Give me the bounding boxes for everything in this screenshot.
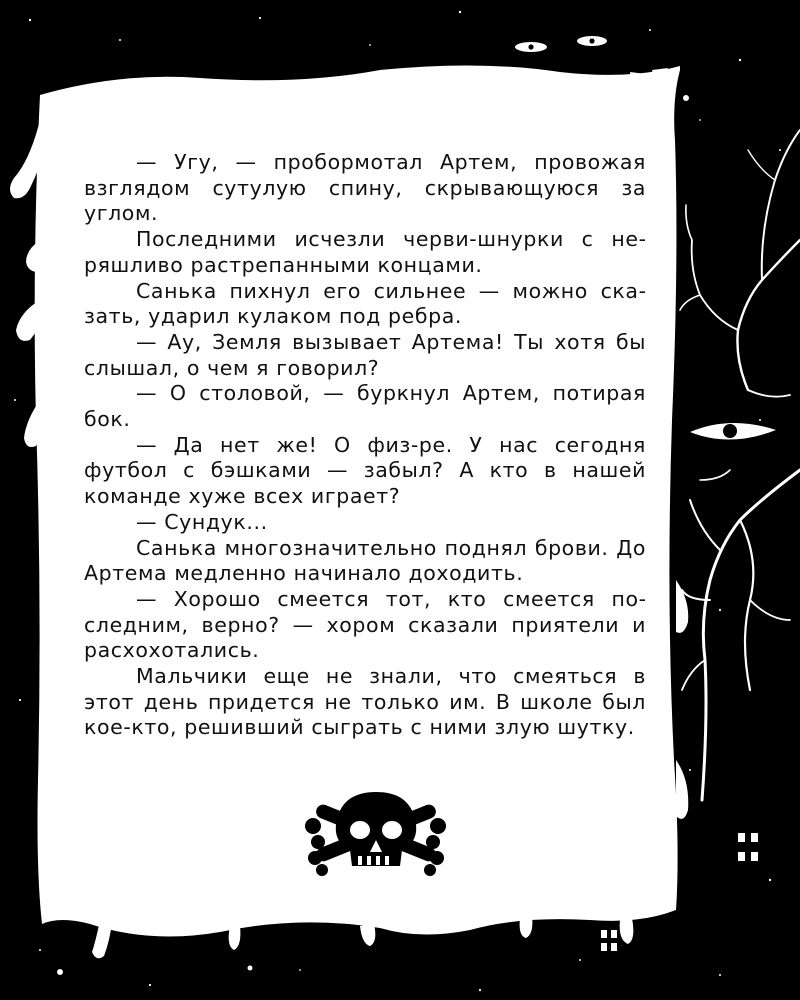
paragraph: — О столовой, — буркнул Артем, потирая бок. — [84, 381, 646, 432]
paragraph: — Угу, — пробормотал Артем, провожая взглядом сутулую спину, скрывающуюся за углом. — [84, 150, 646, 226]
paragraph: Мальчики еще не знали, что смеяться в этот день придется не только им. В школе был кое-кто, решивший сыграть с ними злую шутку. — [84, 664, 646, 740]
story-text — [84, 150, 646, 741]
tree-icon — [680, 130, 800, 800]
eye-icon — [690, 423, 776, 440]
paragraph: Санька пихнул его сильнее — можно сказать, ударил кулаком под ребра. — [84, 278, 646, 329]
paragraph: — Хорошо смеется тот, кто смеется последним, верно? — хором сказали приятели и расхохотались. — [84, 586, 646, 663]
paragraph: Санька многозначительно поднял брови. До Артема медленно начинало доходить. — [84, 535, 646, 586]
paragraph: — Да нет же! О физ-ре. У нас сегодня футбол с бэшками — забыл? А кто в нашей команде хуже всех играет? — [84, 432, 646, 509]
paragraph: — Сундук... — [136, 509, 268, 534]
eyes-icon — [515, 36, 607, 52]
paragraph: — Ау, Земля вызывает Артема! Ты хотя бы слышал, о чем я говорил? — [84, 329, 646, 380]
paragraph: Последними исчезли черви-шнурки с неряшливо растрепанными концами. — [84, 227, 646, 277]
